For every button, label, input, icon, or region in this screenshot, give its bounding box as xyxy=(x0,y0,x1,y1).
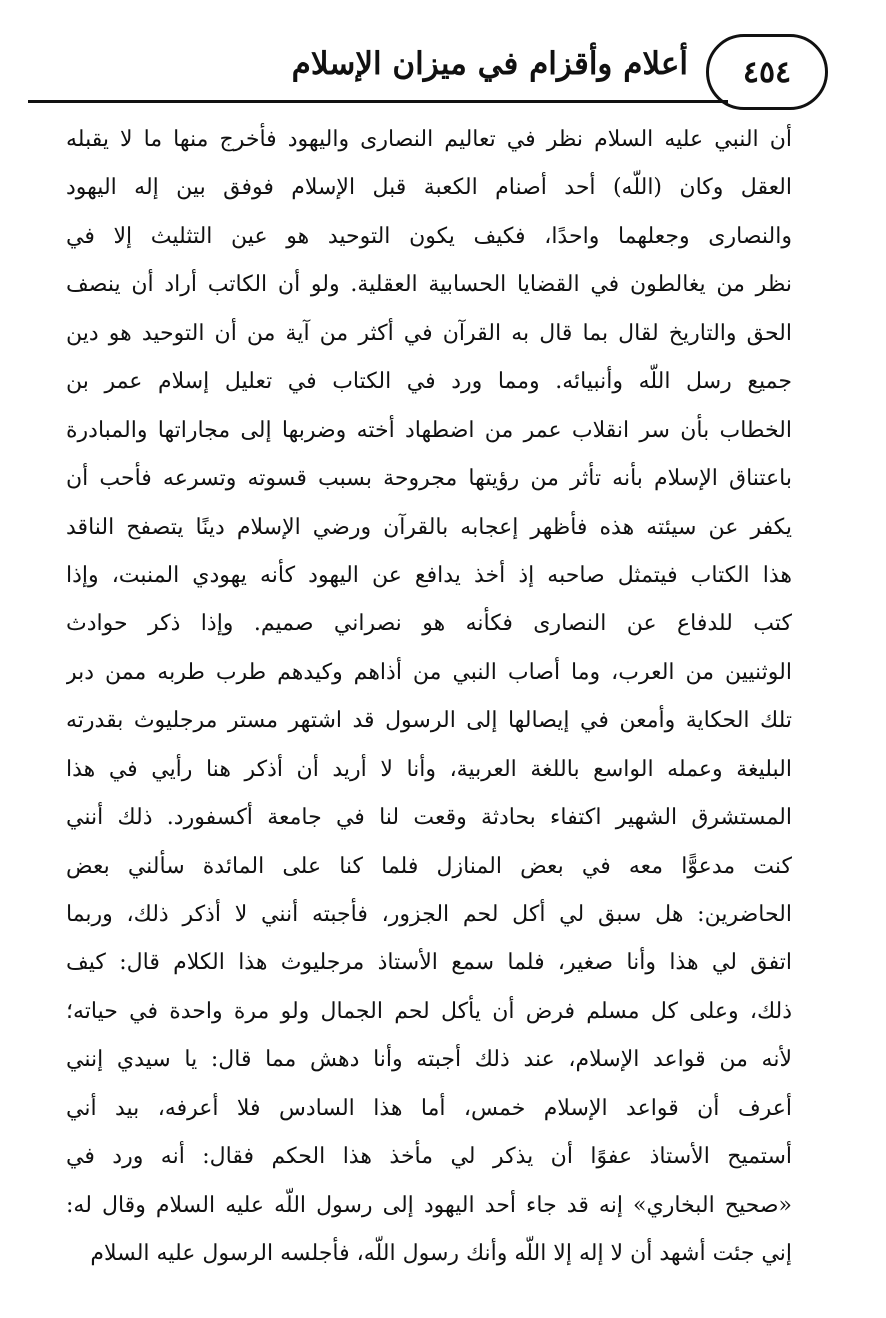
text-line: كتب للدفاع عن النصارى فكأنه هو نصراني صميم. وإذا ذكر حوادث xyxy=(66,611,792,637)
text-line: باعتناق الإسلام بأنه تأثر من رؤيتها مجروحة بسبب قسوته وتسرعه فأحب أن xyxy=(66,466,792,492)
text-line: «صحيح البخاري» إنه قد جاء أحد اليهود إلى رسول اللّه عليه السلام وقال له: xyxy=(66,1192,792,1218)
text-line: العقل وكان (اللّه) أحد أصنام الكعبة قبل الإسلام فوفق بين إله اليهود xyxy=(66,175,792,201)
text-line: أعرف أن قواعد الإسلام خمس، أما هذا السادس فلا أعرفه، بيد أني xyxy=(66,1095,792,1121)
text-line: لأنه من قواعد الإسلام، عند ذلك أجبته وأنا دهش مما قال: يا سيدي إنني xyxy=(66,1047,792,1073)
body-text xyxy=(66,116,792,1279)
text-line: نظر من يغالطون في القضايا الحسابية العقلية. ولو أن الكاتب أراد أن ينصف xyxy=(66,272,792,298)
text-line: الوثنيين من العرب، وما أصاب النبي من أذاهم وكيدهم طرب طربه ممن دبر xyxy=(66,659,792,685)
text-line: يكفر عن سيئته هذه فأظهر إعجابه بالقرآن ورضي الإسلام دينًا يتصفح الناقد xyxy=(66,514,792,540)
text-line: ذلك، وعلى كل مسلم فرض أن يأكل لحم الجمال ولو مرة واحدة في حياته؛ xyxy=(66,998,792,1024)
text-line: أستميح الأستاذ عفوًا أن يذكر لي مأخذ هذا الحكم فقال: أنه ورد في xyxy=(66,1144,792,1170)
text-line: إني جئت أشهد أن لا إله إلا اللّه وأنك رسول اللّه، فأجلسه الرسول عليه السلام xyxy=(90,1241,792,1267)
header-rule xyxy=(28,100,728,103)
text-line: الحاضرين: هل سبق لي أكل لحم الجزور، فأجبته أنني لا أذكر ذلك، وربما xyxy=(66,902,792,927)
text-line: أن النبي عليه السلام نظر في تعاليم النصارى واليهود فأخرج منها ما لا يقبله xyxy=(66,127,792,152)
text-line: تلك الحكاية وأمعن في إيصالها إلى الرسول قد اشتهر مستر مرجليوث بقدرته xyxy=(66,708,792,734)
text-line: كنت مدعوًّا معه في بعض المنازل فلما كنا على المائدة سألني بعض xyxy=(66,853,792,879)
text-line: الحق والتاريخ لقال بما قال به القرآن في أكثر من آية من أن التوحيد هو دين xyxy=(66,320,792,346)
page-header xyxy=(28,34,798,108)
text-line: اتفق لي هذا وأنا صغير، فلما سمع الأستاذ مرجليوث هذا الكلام قال: كيف xyxy=(66,950,792,976)
page-number: ٤٥٤ xyxy=(706,34,828,110)
text-line: والنصارى وجعلهما واحدًا، فكيف يكون التوحيد هو عين التثليث إلا في xyxy=(66,223,792,249)
text-line: الخطاب بأن سر انقلاب عمر من اضطهاد أخته وضربها إلى مجاراتها والمبادرة xyxy=(66,417,792,443)
running-title: أعلام وأقزام في ميزان الإسلام xyxy=(291,46,688,82)
text-line: المستشرق الشهير اكتفاء بحادثة وقعت لنا في جامعة أكسفورد. ذلك أنني xyxy=(66,805,792,831)
text-line: جميع رسل اللّه وأنبيائه. ومما ورد في الكتاب في تعليل إسلام عمر بن xyxy=(66,369,792,395)
text-line: البليغة وعمله الواسع باللغة العربية، وأنا لا أريد أن أذكر هنا رأيي في هذا xyxy=(66,756,792,782)
text-line: هذا الكتاب فيتمثل صاحبه إذ أخذ يدافع عن اليهود كأنه يهودي المنبت، وإذا xyxy=(66,562,792,588)
